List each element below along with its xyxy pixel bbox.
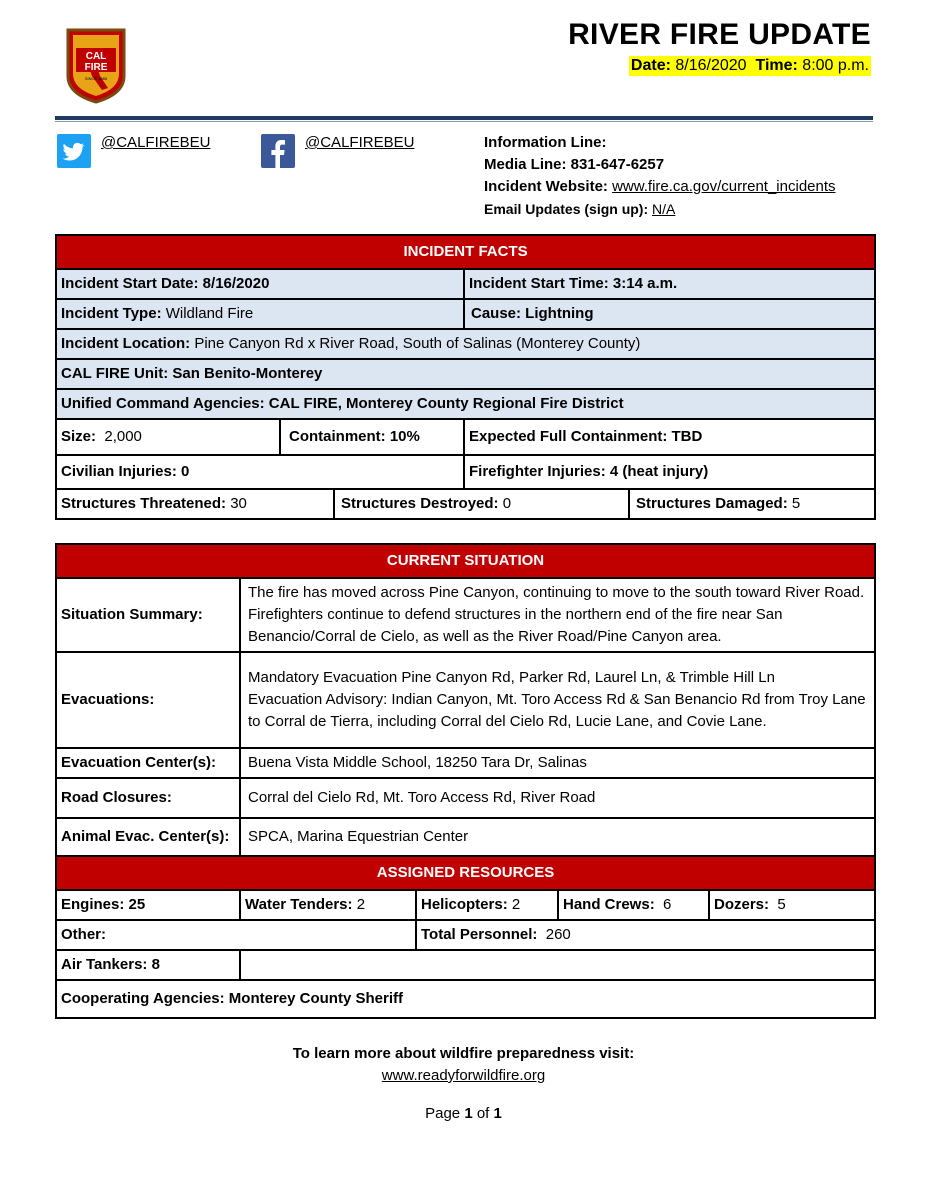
incident-type-value: Wildland Fire <box>165 305 254 322</box>
twitter-handle-link[interactable]: @CALFIREBEU <box>101 134 211 151</box>
water-tenders-label: Water Tenders: <box>245 896 353 913</box>
dozers-label: Dozers: <box>714 896 770 913</box>
evacuation-advisory: Evacuation Advisory: Indian Canyon, Mt. Toro Access Rd & San Benancio Rd from Troy Lane to Corral de Tierra, including Corral del Cielo Rd, Lucie Lane, and Covie Lane. <box>248 691 866 730</box>
structures-destroyed-label: Structures Destroyed: <box>341 495 499 512</box>
page-prefix: Page <box>425 1105 461 1122</box>
logo-since: SINCE 1885 <box>84 76 108 81</box>
incident-location-value: Pine Canyon Rd x River Road, South of Salinas (Monterey County) <box>194 335 641 352</box>
incident-start-time: Incident Start Time: 3:14 a.m. <box>464 269 875 299</box>
structures-threatened-value: 30 <box>230 495 247 512</box>
incident-facts-heading: INCIDENT FACTS <box>56 235 875 269</box>
cal-fire-unit: CAL FIRE Unit: San Benito-Monterey <box>56 359 875 389</box>
page-total: 1 <box>493 1105 502 1122</box>
air-tankers: Air Tankers: 8 <box>56 950 240 980</box>
dozers-value: 5 <box>777 896 786 913</box>
page-num: 1 <box>464 1105 473 1122</box>
road-closures-value: Corral del Cielo Rd, Mt. Toro Access Rd, River Road <box>240 778 875 818</box>
total-personnel-value: 260 <box>545 926 571 943</box>
logo-text-bottom: FIRE <box>84 62 108 73</box>
incident-type-cell <box>56 299 464 329</box>
website-label: Incident Website: <box>484 178 608 195</box>
civilian-injuries: Civilian Injuries: 0 <box>56 455 464 489</box>
cal-fire-logo <box>64 28 128 104</box>
animal-evac-value: SPCA, Marina Equestrian Center <box>240 818 875 856</box>
hand-crews-label: Hand Crews: <box>563 896 655 913</box>
dozers-cell <box>709 890 875 920</box>
incident-start-date: Incident Start Date: 8/16/2020 <box>56 269 464 299</box>
structures-threatened-cell <box>56 489 334 519</box>
current-situation-table <box>55 543 876 1019</box>
assigned-resources-heading: ASSIGNED RESOURCES <box>56 856 875 890</box>
other-resources: Other: <box>56 920 416 950</box>
time-value: 8:00 p.m. <box>802 57 869 74</box>
helicopters-cell <box>416 890 558 920</box>
situation-summary-value: The fire has moved across Pine Canyon, continuing to move to the south toward River Road. Firefighters continue to defend structures in the northern end of the fire near San Benancio/Corral de Cielo, as well as the River Road/Pine Canyon area. <box>240 578 875 652</box>
water-tenders-cell <box>240 890 416 920</box>
engines: Engines: 25 <box>56 890 240 920</box>
facebook-handle-link[interactable]: @CALFIREBEU <box>305 134 415 151</box>
evacuations-value <box>240 652 875 748</box>
page-title: RIVER FIRE UPDATE <box>568 18 871 51</box>
date-time <box>629 56 871 76</box>
email-label: Email Updates (sign up): <box>484 201 649 217</box>
evacuation-center-label: Evacuation Center(s): <box>56 748 240 778</box>
incident-facts-table <box>55 234 876 520</box>
info-line: Information Line: <box>484 134 607 151</box>
animal-evac-label: Animal Evac. Center(s): <box>56 818 240 856</box>
road-closures-label: Road Closures: <box>56 778 240 818</box>
incident-cause: Cause: Lightning <box>464 299 875 329</box>
time-label: Time: <box>755 57 798 74</box>
expected-containment: Expected Full Containment: TBD <box>464 419 875 455</box>
page-of: of <box>476 1105 490 1122</box>
helicopters-value: 2 <box>511 896 521 913</box>
twitter-icon[interactable] <box>57 134 91 168</box>
website-link[interactable]: www.fire.ca.gov/current_incidents <box>612 178 836 195</box>
firefighter-injuries: Firefighter Injuries: 4 (heat injury) <box>464 455 875 489</box>
header-rule <box>55 116 873 120</box>
total-personnel-label: Total Personnel: <box>421 926 538 943</box>
structures-damaged-cell <box>629 489 875 519</box>
size-cell <box>56 419 280 455</box>
situation-summary-label: Situation Summary: <box>56 578 240 652</box>
helicopters-label: Helicopters: <box>421 896 508 913</box>
hand-crews-cell <box>558 890 709 920</box>
structures-destroyed-cell <box>334 489 629 519</box>
date-label: Date: <box>630 57 671 74</box>
containment: Containment: 10% <box>280 419 464 455</box>
evacuation-center-value: Buena Vista Middle School, 18250 Tara Dr, Salinas <box>240 748 875 778</box>
incident-location-cell <box>56 329 875 359</box>
date-value: 8/16/2020 <box>675 57 747 74</box>
header-rule-shadow <box>55 121 873 122</box>
structures-damaged-label: Structures Damaged: <box>636 495 788 512</box>
incident-location-label: Incident Location: <box>61 335 191 352</box>
size-label: Size: <box>61 428 97 445</box>
evacuations-label: Evacuations: <box>56 652 240 748</box>
total-personnel-cell <box>416 920 875 950</box>
unified-command: Unified Command Agencies: CAL FIRE, Monterey County Regional Fire District <box>56 389 875 419</box>
structures-destroyed-value: 0 <box>502 495 512 512</box>
mandatory-evacuation: Mandatory Evacuation Pine Canyon Rd, Parker Rd, Laurel Ln, & Trimble Hill Ln <box>248 669 775 686</box>
incident-type-label: Incident Type: <box>61 305 162 322</box>
structures-threatened-label: Structures Threatened: <box>61 495 227 512</box>
current-situation-heading: CURRENT SITUATION <box>56 544 875 578</box>
page-number <box>0 1105 927 1122</box>
info-block <box>484 132 836 220</box>
cooperating-agencies: Cooperating Agencies: Monterey County Sheriff <box>56 980 875 1018</box>
size-value: 2,000 <box>104 428 142 445</box>
media-line: Media Line: 831-647-6257 <box>484 156 665 173</box>
facebook-icon[interactable] <box>261 134 295 168</box>
structures-damaged-value: 5 <box>791 495 801 512</box>
readyforwildfire-link[interactable]: www.readyforwildfire.org <box>381 1067 546 1084</box>
email-link[interactable]: N/A <box>652 201 676 217</box>
air-tankers-empty <box>240 950 875 980</box>
logo-text-top: CAL <box>85 51 107 62</box>
water-tenders-value: 2 <box>356 896 366 913</box>
learn-more-text: To learn more about wildfire preparedness visit: <box>292 1045 635 1062</box>
hand-crews-value: 6 <box>663 896 672 913</box>
